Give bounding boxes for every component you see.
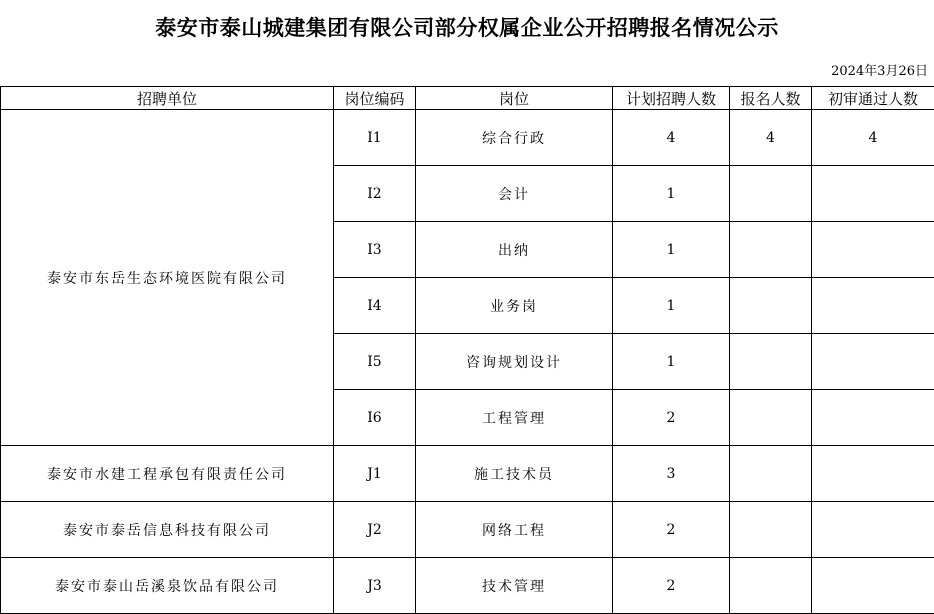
column-header-planned: 计划招聘人数: [613, 87, 730, 110]
unit-cell: 泰安市泰山岳溪泉饮品有限公司: [1, 558, 334, 614]
passed-count-cell: [812, 278, 934, 334]
position-code-cell: I4: [334, 278, 416, 334]
position-code-cell: I6: [334, 390, 416, 446]
position-cell: 业务岗: [416, 278, 613, 334]
position-cell: 咨询规划设计: [416, 334, 613, 390]
position-cell: 网络工程: [416, 502, 613, 558]
column-header-code: 岗位编码: [334, 87, 416, 110]
unit-cell: 泰安市泰岳信息科技有限公司: [1, 502, 334, 558]
position-cell: 综合行政: [416, 110, 613, 166]
passed-count-cell: [812, 446, 934, 502]
planned-count-cell: 1: [613, 334, 730, 390]
column-header-applied: 报名人数: [730, 87, 812, 110]
position-code-cell: J2: [334, 502, 416, 558]
planned-count-cell: 3: [613, 446, 730, 502]
position-cell: 会计: [416, 166, 613, 222]
passed-count-cell: [812, 334, 934, 390]
position-code-cell: I2: [334, 166, 416, 222]
applied-count-cell: [730, 446, 812, 502]
applied-count-cell: [730, 502, 812, 558]
passed-count-cell: [812, 502, 934, 558]
planned-count-cell: 2: [613, 558, 730, 614]
unit-cell: 泰安市水建工程承包有限责任公司: [1, 446, 334, 502]
applied-count-cell: [730, 558, 812, 614]
table-row: [1, 446, 934, 502]
passed-count-cell: [812, 166, 934, 222]
applied-count-cell: [730, 222, 812, 278]
publish-date: 2024年3月26日: [831, 60, 928, 79]
table-row: [1, 502, 934, 558]
planned-count-cell: 1: [613, 166, 730, 222]
applied-count-cell: [730, 166, 812, 222]
position-cell: 工程管理: [416, 390, 613, 446]
recruitment-table: [0, 86, 934, 614]
position-cell: 施工技术员: [416, 446, 613, 502]
planned-count-cell: 2: [613, 502, 730, 558]
planned-count-cell: 1: [613, 278, 730, 334]
page-title: 泰安市泰山城建集团有限公司部分权属企业公开招聘报名情况公示: [0, 12, 934, 42]
applied-count-cell: [730, 278, 812, 334]
position-code-cell: I1: [334, 110, 416, 166]
table-row: [1, 110, 934, 166]
passed-count-cell: [812, 558, 934, 614]
applied-count-cell: 4: [730, 110, 812, 166]
passed-count-cell: 4: [812, 110, 934, 166]
position-cell: 技术管理: [416, 558, 613, 614]
planned-count-cell: 4: [613, 110, 730, 166]
column-header-position: 岗位: [416, 87, 613, 110]
applied-count-cell: [730, 390, 812, 446]
table-header-row: [1, 87, 934, 110]
planned-count-cell: 2: [613, 390, 730, 446]
position-code-cell: J3: [334, 558, 416, 614]
planned-count-cell: 1: [613, 222, 730, 278]
unit-cell: 泰安市东岳生态环境医院有限公司: [1, 110, 334, 446]
column-header-passed: 初审通过人数: [812, 87, 934, 110]
position-code-cell: I5: [334, 334, 416, 390]
position-cell: 出纳: [416, 222, 613, 278]
passed-count-cell: [812, 222, 934, 278]
table-row: [1, 558, 934, 614]
column-header-unit: 招聘单位: [1, 87, 334, 110]
applied-count-cell: [730, 334, 812, 390]
position-code-cell: I3: [334, 222, 416, 278]
position-code-cell: J1: [334, 446, 416, 502]
passed-count-cell: [812, 390, 934, 446]
